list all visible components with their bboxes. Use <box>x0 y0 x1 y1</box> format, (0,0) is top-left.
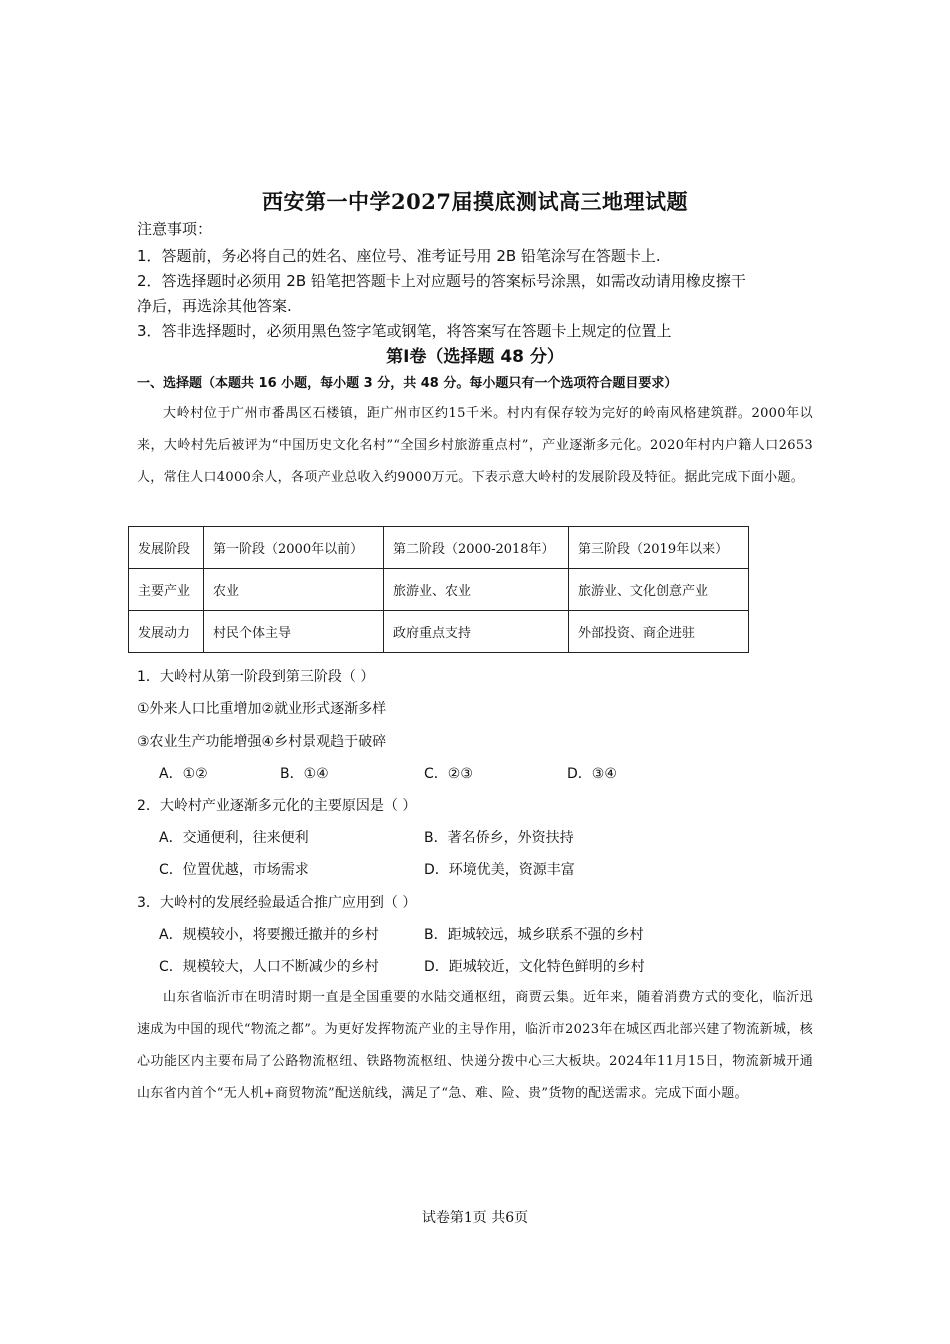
question-1-option-d: D．③④ <box>567 766 617 782</box>
question-1-line-2: ③农业生产功能增强④乡村景观趋于破碎 <box>137 734 387 750</box>
question-3-stem: 3．大岭村的发展经验最适合推广应用到（ ） <box>137 895 417 911</box>
note-line-3: 3．答非选择题时，必须用黑色签字笔或钢笔，将答案写在答题卡上规定的位置上 <box>137 322 672 340</box>
section-heading: 一、选择题（本题共 16 小题，每小题 3 分，共 48 分。每小题只有一个选项符合题目要求） <box>137 376 678 391</box>
question-2-option-d: D．环境优美，资源丰富 <box>424 862 575 878</box>
note-line-2b: 净后，再选涂其他答案. <box>137 297 292 315</box>
question-2-option-b: B．著名侨乡，外资扶持 <box>424 830 574 846</box>
table-cell: 农业 <box>204 569 384 611</box>
table-cell: 第三阶段（2019年以来） <box>569 527 749 569</box>
table-cell: 旅游业、文化创意产业 <box>569 569 749 611</box>
table-cell: 政府重点支持 <box>384 611 569 653</box>
question-1-option-b: B．①④ <box>280 766 329 782</box>
table-row <box>129 527 749 569</box>
note-line-2a: 2．答选择题时必须用 2B 铅笔把答题卡上对应题号的答案标号涂黑，如需改动请用橡皮擦干 <box>137 272 746 290</box>
table-row <box>129 569 749 611</box>
question-2-option-a: A．交通便利，往来便利 <box>159 830 309 846</box>
passage-2: 山东省临沂市在明清时期一直是全国重要的水陆交通枢纽，商贾云集。近年来，随着消费方式的变化，临沂迅速成为中国的现代“物流之都”。为更好发挥物流产业的主导作用，临沂市2023年在城区西北部兴建了物流新城，核心功能区内主要布局了公路物流枢纽、铁路物流枢纽、快递分拨中心三大板块。2024年11月15日，物流新城开通山东省内首个“无人机+商贸物流”配送航线，满足了“急、难、险、贵”货物的配送需求。完成下面小题。 <box>137 990 813 1101</box>
question-1-option-c: C．②③ <box>424 766 473 782</box>
question-1-option-a: A．①② <box>159 766 208 782</box>
table-cell: 第二阶段（2000-2018年） <box>384 527 569 569</box>
question-2-option-c: C．位置优越，市场需求 <box>159 862 309 878</box>
question-1-line-1: ①外来人口比重增加②就业形式逐渐多样 <box>137 701 387 717</box>
question-3-option-d: D．距城较近，文化特色鲜明的乡村 <box>424 959 645 975</box>
question-1-stem: 1．大岭村从第一阶段到第三阶段（ ） <box>137 669 375 685</box>
table-row <box>129 611 749 653</box>
table-cell: 外部投资、商企进驻 <box>569 611 749 653</box>
table-cell: 旅游业、农业 <box>384 569 569 611</box>
question-3-option-a: A．规模较小，将要搬迁撤并的乡村 <box>159 927 379 943</box>
passage-1: 大岭村位于广州市番禺区石楼镇，距广州市区约15千米。村内有保存较为完好的岭南风格建筑群。2000年以来，大岭村先后被评为“中国历史文化名村”“全国乡村旅游重点村”，产业逐渐多元化。2020年村内户籍人口2653人，常住人口4000余人，各项产业总收入约9000万元。下表示意大岭村的发展阶段及特征。据此完成下面小题。 <box>137 406 813 485</box>
table-cell: 主要产业 <box>129 569 204 611</box>
development-stage-table <box>128 526 749 653</box>
table-cell: 发展阶段 <box>129 527 204 569</box>
notes-heading: 注意事项： <box>137 220 213 238</box>
page-footer: 试卷第1页 共6页 <box>421 1210 529 1226</box>
table-cell: 发展动力 <box>129 611 204 653</box>
question-2-stem: 2．大岭村产业逐渐多元化的主要原因是（ ） <box>137 798 417 814</box>
exam-title: 西安第一中学2027届摸底测试高三地理试题 <box>262 189 688 214</box>
note-line-1: 1．答题前，务必将自己的姓名、座位号、准考证号用 2B 铅笔涂写在答题卡上. <box>137 247 661 265</box>
table-cell: 第一阶段（2000年以前） <box>204 527 384 569</box>
table-cell: 村民个体主导 <box>204 611 384 653</box>
part-title: 第Ⅰ卷（选择题 48 分） <box>386 347 564 367</box>
question-3-option-b: B．距城较远，城乡联系不强的乡村 <box>424 927 644 943</box>
question-3-option-c: C．规模较大，人口不断减少的乡村 <box>159 959 379 975</box>
